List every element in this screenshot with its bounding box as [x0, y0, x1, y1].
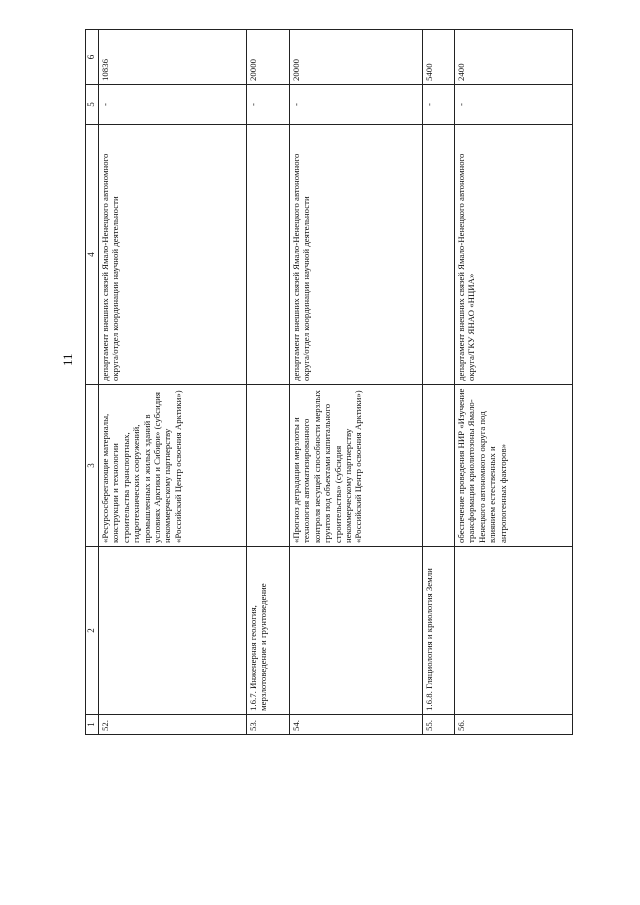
col5-cell: - [290, 85, 423, 125]
table-row [290, 30, 423, 735]
amount-cell: 20000 [247, 30, 290, 85]
header-cell: 3 [86, 385, 99, 547]
project-cell [423, 385, 455, 547]
section-cell [290, 547, 423, 715]
page-number: 11 [60, 353, 75, 366]
amount-cell: 5400 [423, 30, 455, 85]
project-cell: «Ресурсосберегающие материалы, конструкции и технологии строительства транспортных, гидротехнических сооружений, промышленных и жилых зданий в условиях Арктики и Сибири» (субсидия некоммерческому партнерству «Российский Центр освоения Арктики») [99, 385, 247, 547]
row-number: 54. [290, 715, 423, 735]
section-cell [455, 547, 573, 715]
amount-cell: 2400 [455, 30, 573, 85]
executor-cell [423, 125, 455, 385]
table-row [423, 30, 455, 735]
section-cell: 1.6.8. Гляциология и криология Земли [423, 547, 455, 715]
header-cell: 2 [86, 547, 99, 715]
section-cell [99, 547, 247, 715]
header-row [86, 30, 99, 735]
project-cell [247, 385, 290, 547]
table-row [247, 30, 290, 735]
executor-cell: департамент внешних связей Ямало-Ненецкого автономного округа/ГКУ ЯНАО «НЦИА» [455, 125, 573, 385]
row-number: 55. [423, 715, 455, 735]
row-number: 53. [247, 715, 290, 735]
rotated-table-wrapper [85, 30, 572, 735]
col5-cell: - [423, 85, 455, 125]
row-number: 52. [99, 715, 247, 735]
col5-cell: - [247, 85, 290, 125]
program-table [85, 29, 573, 735]
executor-cell: департамент внешних связей Ямало-Ненецкого автономного округа/отдел координации научной деятельности [99, 125, 247, 385]
table-row [99, 30, 247, 735]
header-cell: 1 [86, 715, 99, 735]
header-cell: 4 [86, 125, 99, 385]
col5-cell: - [99, 85, 247, 125]
amount-cell: 10836 [99, 30, 247, 85]
header-cell: 6 [86, 30, 99, 85]
project-cell: обеспечение проведения НИР «Изучение трансформации криолитозоны Ямало-Ненецкого автономного округа под влиянием естественных и антропогенных факторов» [455, 385, 573, 547]
project-cell: «Прогноз деградации мерзлоты и технология автоматизированного контроля несущей способности мерзлых грунтов под объектами капитального строительства» (субсидия некоммерческому партнерству «Российский Центр освоения Арктики») [290, 385, 423, 547]
executor-cell: департамент внешних связей Ямало-Ненецкого автономного округа/отдел координации научной деятельности [290, 125, 423, 385]
table-row [455, 30, 573, 735]
amount-cell: 20000 [290, 30, 423, 85]
executor-cell [247, 125, 290, 385]
header-cell: 5 [86, 85, 99, 125]
section-cell: 1.6.7. Инженерная геология, мерзлотоведение и грунтоведение [247, 547, 290, 715]
col5-cell: - [455, 85, 573, 125]
row-number: 56. [455, 715, 573, 735]
